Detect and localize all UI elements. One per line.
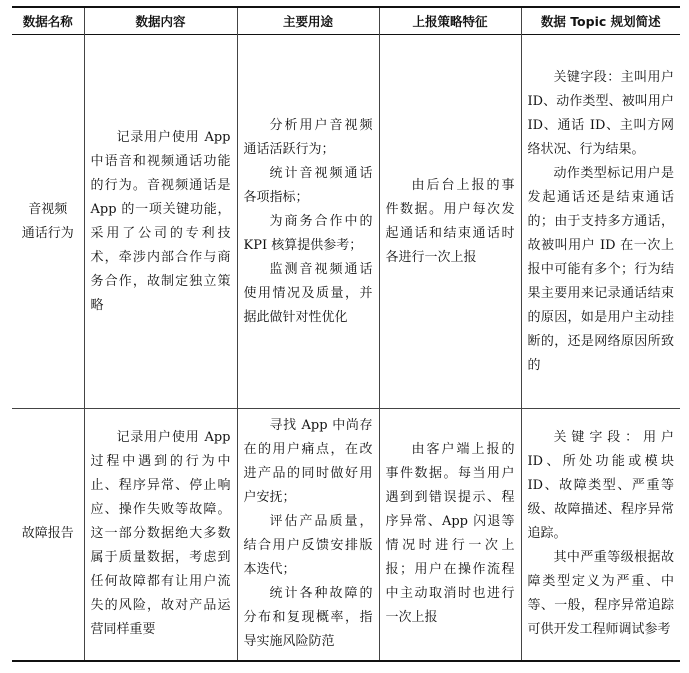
row-content-cell [84,409,237,661]
row-name-line: 音视频 [28,201,68,217]
topic-paragraph: 动作类型标记用户是发起通话还是结束通话的；由于支持多方通话，故被叫用户 ID 在一次上报中可能有多个；行为结果主要用来记录通话结束的原因，如是用户主动挂断的，还是网络原因所致的 [527,165,674,373]
topic-paragraph: 其中严重等级根据故障类型定义为严重、中等、一般，程序异常追踪可供开发工程师调试参考 [527,550,674,638]
row-name-cell [12,409,84,661]
usage-paragraph: 统计音视频通话各项指标； [243,165,373,205]
header-topic-plan: 数据 Topic 规划简述 [521,7,680,35]
data-planning-table [12,6,680,662]
usage-paragraph: 为商务合作中的 KPI 核算提供参考； [243,213,373,253]
strategy-paragraph: 由后台上报的事件数据。用户每次发起通话和结束通话时各进行一次上报 [385,177,515,265]
usage-paragraph: 统计各种故障的分布和复现概率，指导实施风险防范 [243,586,373,650]
row-topic-cell [521,409,680,661]
usage-paragraph: 分析用户音视频通话活跃行为； [243,117,373,157]
row-name-line: 故障报告 [21,526,74,542]
strategy-paragraph: 由客户端上报的事件数据。每当用户遇到到错误提示、程序异常、App 闪退等情况时进行一次上报；用户在操作流程中主动取消时也进行一次上报 [385,442,515,626]
topic-paragraph: 关键字段：用户 ID、所处功能或模块 ID、故障类型、严重等级、故障描述、程序异常追踪。 [527,430,674,542]
table-row [12,35,680,409]
row-usage-cell [237,409,379,661]
row-strategy-cell [379,35,521,409]
usage-paragraph: 寻找 App 中尚存在的用户痛点，在改进产品的同时做好用户安抚； [243,418,373,506]
usage-paragraph: 评估产品质量，结合用户反馈安排版本迭代； [243,514,373,578]
row-usage-cell [237,35,379,409]
header-report-strategy: 上报策略特征 [379,7,521,35]
topic-paragraph: 关键字段：主叫用户 ID、动作类型、被叫用户 ID、通话 ID、主叫方网络状况、行为结果。 [527,69,674,157]
content-paragraph: 记录用户使用 App 中语音和视频通话功能的行为。音视频通话是 App 的一项关键功能，采用了公司的专利技术，牵涉内部合作与商务合作，故制定独立策略 [90,129,231,313]
row-strategy-cell [379,409,521,661]
header-data-content: 数据内容 [84,7,237,35]
row-name-cell [12,35,84,409]
row-topic-cell [521,35,680,409]
table-header-row [12,7,680,35]
header-main-usage: 主要用途 [237,7,379,35]
row-content-cell [84,35,237,409]
row-name-line: 通话行为 [21,225,74,241]
table-row [12,409,680,661]
header-data-name: 数据名称 [12,7,84,35]
usage-paragraph: 监测音视频通话使用情况及质量，并据此做针对性优化 [243,261,373,325]
content-paragraph: 记录用户使用 App 过程中遇到的行为中止、程序异常、停止响应、操作失败等故障。这一部分数据绝大多数属于质量数据，考虑到任何故障都有让用户流失的风险，故对产品运营同样重要 [90,430,231,638]
